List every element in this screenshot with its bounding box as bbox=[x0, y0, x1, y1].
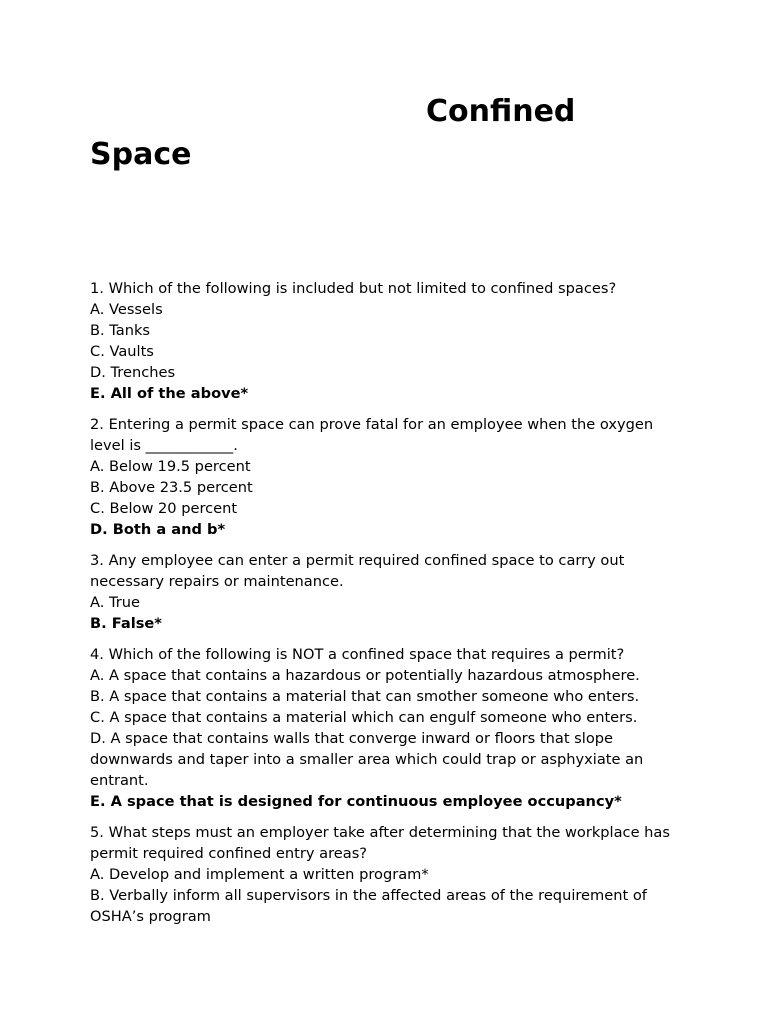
answer-option: C. A space that contains a material which can engulf someone who enters. bbox=[90, 709, 638, 726]
answer-option: B. A space that contains a material that can smother someone who enters. bbox=[90, 688, 640, 705]
question-text: 5. What steps must an employer take after determining that the workplace has permit required confined entry areas? bbox=[90, 824, 670, 862]
answer-option: B. Tanks bbox=[90, 322, 151, 339]
answer-option: A. A space that contains a hazardous or potentially hazardous atmosphere. bbox=[90, 667, 640, 684]
answer-option: D. Trenches bbox=[90, 364, 176, 381]
answer-option: A. Below 19.5 percent bbox=[90, 458, 251, 475]
answer-option: D. A space that contains walls that converge inward or floors that slope downwards and taper into a smaller area which could trap or asphyxiate an entrant. bbox=[90, 730, 644, 789]
question-3 bbox=[90, 550, 690, 634]
question-text: 1. Which of the following is included but not limited to confined spaces? bbox=[90, 280, 617, 297]
correct-answer-option: E. A space that is designed for continuous employee occupancy* bbox=[90, 793, 622, 810]
document-title: Confined Space bbox=[90, 94, 576, 172]
answer-option: A. Develop and implement a written program* bbox=[90, 866, 429, 883]
question-text: 3. Any employee can enter a permit required confined space to carry out necessary repairs or maintenance. bbox=[90, 552, 625, 590]
question-text: 2. Entering a permit space can prove fatal for an employee when the oxygen level is ____________. bbox=[90, 416, 654, 454]
answer-option: B. Above 23.5 percent bbox=[90, 479, 253, 496]
answer-option: C. Vaults bbox=[90, 343, 154, 360]
answer-option: A. True bbox=[90, 594, 141, 611]
question-4 bbox=[90, 644, 690, 812]
answer-option: B. Verbally inform all supervisors in the affected areas of the requirement of OSHA’s program bbox=[90, 887, 647, 925]
question-text: 4. Which of the following is NOT a confined space that requires a permit? bbox=[90, 646, 625, 663]
quiz-questions bbox=[90, 278, 690, 937]
answer-option: C. Below 20 percent bbox=[90, 500, 238, 517]
correct-answer-option: E. All of the above* bbox=[90, 385, 249, 402]
correct-answer-option: B. False* bbox=[90, 615, 162, 632]
question-5 bbox=[90, 822, 690, 927]
answer-option: A. Vessels bbox=[90, 301, 163, 318]
correct-answer-option: D. Both a and b* bbox=[90, 521, 226, 538]
question-1 bbox=[90, 278, 690, 404]
question-2 bbox=[90, 414, 690, 540]
